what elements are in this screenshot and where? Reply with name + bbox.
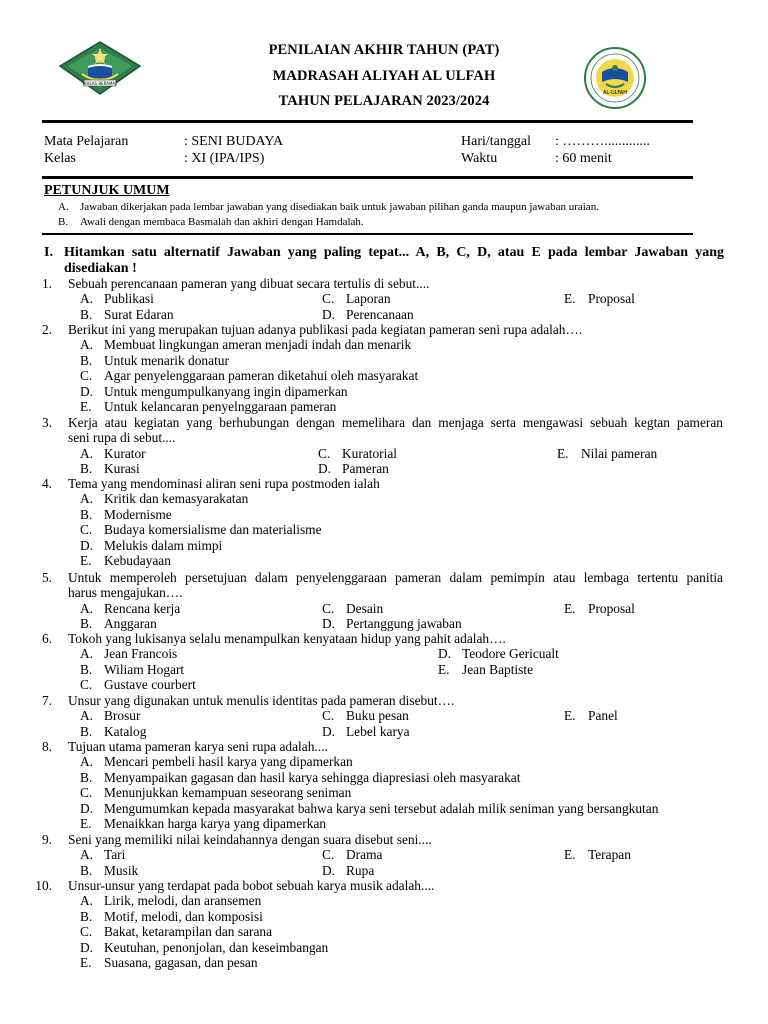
option-text: Bakat, ketarampilan dan sarana <box>104 924 273 940</box>
option-text: Menyampaikan gagasan dan hasil karya sehingga diapresiasi oleh masyarakat <box>104 769 521 785</box>
option-text: Modernisme <box>104 506 172 522</box>
option-text: Mengumumkan kepada masyarakat bahwa karya seni tersebut adalah milik seniman yang bersangkutan <box>104 800 659 816</box>
option-letter: D. <box>322 723 336 739</box>
option-letter: B. <box>80 352 93 368</box>
option-letter: E. <box>80 553 92 568</box>
question-number: 2. <box>41 322 52 337</box>
waktu-label: Waktu <box>461 151 498 166</box>
section-instruction: Hitamkan satu alternatif Jawaban yang paling tepat... A, B, C, D, atau E pada lembar Jawaban yang <box>64 245 724 260</box>
logo-right-label: AL-ULFAH <box>603 90 627 96</box>
mapel-label: Mata Pelajaran <box>44 134 129 149</box>
option-text: Rencana kerja <box>104 600 181 616</box>
option-text: Untuk mengumpulkanyang ingin dipamerkan <box>104 383 348 399</box>
option-text: Rupa <box>346 862 375 878</box>
question-text: harus mengajukan…. <box>68 585 183 601</box>
option-letter: B. <box>80 723 93 739</box>
option-text: Keutuhan, penonjolan, dan keseimbangan <box>104 939 329 955</box>
option-letter: C. <box>322 291 335 307</box>
option-text: Untuk menarik donatur <box>104 352 229 368</box>
option-text: Laporan <box>346 291 391 307</box>
option-text: Pertanggung jawaban <box>346 616 462 632</box>
option-letter: B. <box>80 769 93 785</box>
option-text: Anggaran <box>104 616 157 632</box>
petunjuk-divider <box>42 233 693 235</box>
option-letter: A. <box>80 337 94 353</box>
option-text: Terapan <box>588 847 631 863</box>
question-text: Unsur-unsur yang terdapat pada bobot sebuah karya musik adalah.... <box>68 878 435 893</box>
question-text: Seni yang memiliki nilai keindahannya dengan suara disebut seni.... <box>68 832 432 847</box>
option-text: Perencanaan <box>346 306 414 322</box>
option-letter: A. <box>80 291 94 307</box>
option-text: Kurator <box>104 445 146 461</box>
question-number: 10. <box>35 878 52 893</box>
option-letter: C. <box>80 368 93 384</box>
question-number: 8. <box>41 739 52 754</box>
option-text: Pameran <box>342 461 389 477</box>
info-divider <box>42 176 693 179</box>
question-number: 1. <box>41 276 52 291</box>
option-text: Drama <box>346 847 383 863</box>
option-text: Wiliam Hogart <box>104 661 185 677</box>
option-text: Kurasi <box>104 461 140 477</box>
option-letter: D. <box>322 306 336 322</box>
logo-left-motto: IKHLAS BERAMAL <box>82 81 118 86</box>
question-text: Unsur yang digunakan untuk menulis identitas pada pameran disebut…. <box>68 693 455 708</box>
option-text: Proposal <box>588 291 635 307</box>
option-text: Lirik, melodi, dan aransemen <box>104 893 262 909</box>
option-letter: A. <box>80 847 94 863</box>
option-text: Buku pesan <box>346 708 409 724</box>
option-text: Lebel karya <box>346 723 410 739</box>
option-letter: E. <box>438 661 450 677</box>
option-letter: A. <box>80 600 94 616</box>
option-letter: D. <box>80 537 94 553</box>
petunjuk-text: Awali dengan membaca Basmalah dan akhiri dengan Hamdalah. <box>80 216 364 228</box>
option-text: Surat Edaran <box>104 306 174 322</box>
option-text: Proposal <box>588 600 635 616</box>
option-letter: D. <box>318 461 332 477</box>
question-number: 6. <box>41 631 52 646</box>
exam-title: PENILAIAN AKHIR TAHUN (PAT) <box>268 42 500 58</box>
option-letter: E. <box>564 708 576 724</box>
option-letter: B. <box>80 506 93 522</box>
option-letter: E. <box>80 955 92 970</box>
petunjuk-letter: A. <box>58 201 69 213</box>
option-text: Desain <box>346 600 384 616</box>
question-text: Kerja atau kegiatan yang berhubungan dengan memelihara dan menjaga serta mengawasi sebuah kegtan pameran <box>68 415 723 430</box>
option-letter: C. <box>80 677 93 693</box>
option-text: Membuat lingkungan ameran menjadi indah dan menarik <box>104 337 412 353</box>
question-number: 4. <box>41 476 52 491</box>
option-text: Agar penyelenggaraan pameran diketahui oleh masyarakat <box>104 368 419 384</box>
question-number: 3. <box>41 415 52 430</box>
option-letter: D. <box>80 939 94 955</box>
option-text: Motif, melodi, dan komposisi <box>104 908 263 924</box>
option-letter: A. <box>80 445 94 461</box>
option-letter: A. <box>80 708 94 724</box>
question-text: seni rupa di sebut.... <box>68 430 176 446</box>
option-text: Gustave courbert <box>104 677 196 693</box>
question-text: Tokoh yang lukisanya selalu menampulkan kenyataan hidup yang pahit adalah…. <box>68 631 506 646</box>
option-text: Katalog <box>104 723 147 739</box>
option-letter: B. <box>80 661 93 677</box>
option-text: Panel <box>588 708 618 724</box>
option-letter: E. <box>557 445 569 461</box>
option-text: Jean Francois <box>104 646 178 662</box>
option-text: Kritik dan kemasyarakatan <box>104 491 249 507</box>
option-text: Melukis dalam mimpi <box>104 537 223 553</box>
question-text: Sebuah perencanaan pameran yang dibuat secara tertulis di sebut.... <box>68 276 430 291</box>
question-text: Tujuan utama pameran karya seni rupa adalah.... <box>68 739 328 754</box>
option-text: Tari <box>104 847 126 863</box>
option-text: Menunjukkan kemampuan seseorang seniman <box>104 785 352 801</box>
option-text: Kuratorial <box>342 445 398 461</box>
option-letter: C. <box>322 847 335 863</box>
option-letter: B. <box>80 616 93 632</box>
option-text: Musik <box>104 862 139 878</box>
option-letter: D. <box>80 383 94 399</box>
option-letter: E. <box>564 847 576 863</box>
option-letter: E. <box>564 291 576 307</box>
header-divider <box>42 120 693 123</box>
option-text: Suasana, gagasan, dan pesan <box>104 955 258 970</box>
option-text: Untuk kelancaran penyelnggaraan pameran <box>104 399 337 414</box>
option-text: Jean Baptiste <box>462 661 534 677</box>
option-letter: E. <box>80 816 92 831</box>
option-letter: C. <box>80 522 93 538</box>
option-letter: E. <box>564 600 576 616</box>
option-letter: C. <box>318 445 331 461</box>
question-number: 5. <box>41 570 52 585</box>
option-letter: A. <box>80 646 94 662</box>
section-number: I. <box>44 245 53 260</box>
petunjuk-letter: B. <box>58 216 69 228</box>
hari-value: : ………............. <box>555 134 650 149</box>
question-text: Tema yang mendominasi aliran seni rupa postmoden ialah <box>68 476 380 491</box>
question-number: 7. <box>41 693 52 708</box>
option-letter: B. <box>80 862 93 878</box>
option-letter: C. <box>80 924 93 940</box>
option-text: Menaikkan harga karya yang dipamerkan <box>104 816 327 831</box>
option-letter: E. <box>80 399 92 414</box>
option-text: Kebudayaan <box>104 553 171 568</box>
question-text: Berikut ini yang merupakan tujuan adanya publikasi pada kegiatan pameran seni rupa adalah…. <box>68 322 583 337</box>
option-text: Budaya komersialisme dan materialisme <box>104 522 322 538</box>
option-letter: C. <box>80 785 93 801</box>
option-letter: A. <box>80 754 94 770</box>
option-text: Brosur <box>104 708 141 724</box>
option-letter: B. <box>80 306 93 322</box>
option-letter: D. <box>438 646 452 662</box>
option-text: Teodore Gericualt <box>462 646 559 662</box>
option-text: Publikasi <box>104 291 154 307</box>
option-letter: C. <box>322 708 335 724</box>
kelas-label: Kelas <box>44 151 76 166</box>
kelas-value: : XI (IPA/IPS) <box>184 151 265 166</box>
petunjuk-text: Jawaban dikerjakan pada lembar jawaban yang disediakan baik untuk jawaban pilihan ganda maupun jawaban uraian. <box>80 201 599 213</box>
waktu-value: : 60 menit <box>555 151 612 166</box>
option-letter: D. <box>322 616 336 632</box>
option-text: Nilai pameran <box>581 445 658 461</box>
question-text: Untuk memperoleh persetujuan dalam penyelenggaraan pameran dalam pemimpin atau lembaga tertentu panitia <box>68 570 723 585</box>
school-name: MADRASAH ALIYAH AL ULFAH <box>272 68 496 84</box>
option-letter: B. <box>80 908 93 924</box>
option-letter: A. <box>80 893 94 909</box>
option-letter: B. <box>80 461 93 477</box>
academic-year: TAHUN PELAJARAN 2023/2024 <box>278 93 490 109</box>
question-number: 9. <box>41 832 52 847</box>
option-letter: D. <box>80 800 94 816</box>
option-letter: A. <box>80 491 94 507</box>
option-letter: D. <box>322 862 336 878</box>
petunjuk-title: PETUNJUK UMUM <box>44 183 170 198</box>
option-text: Mencari pembeli hasil karya yang dipamerkan <box>104 754 353 770</box>
hari-label: Hari/tanggal <box>461 134 531 149</box>
section-instruction-cont: disediakan ! <box>64 261 137 276</box>
mapel-value: : SENI BUDAYA <box>184 134 284 149</box>
option-letter: C. <box>322 600 335 616</box>
